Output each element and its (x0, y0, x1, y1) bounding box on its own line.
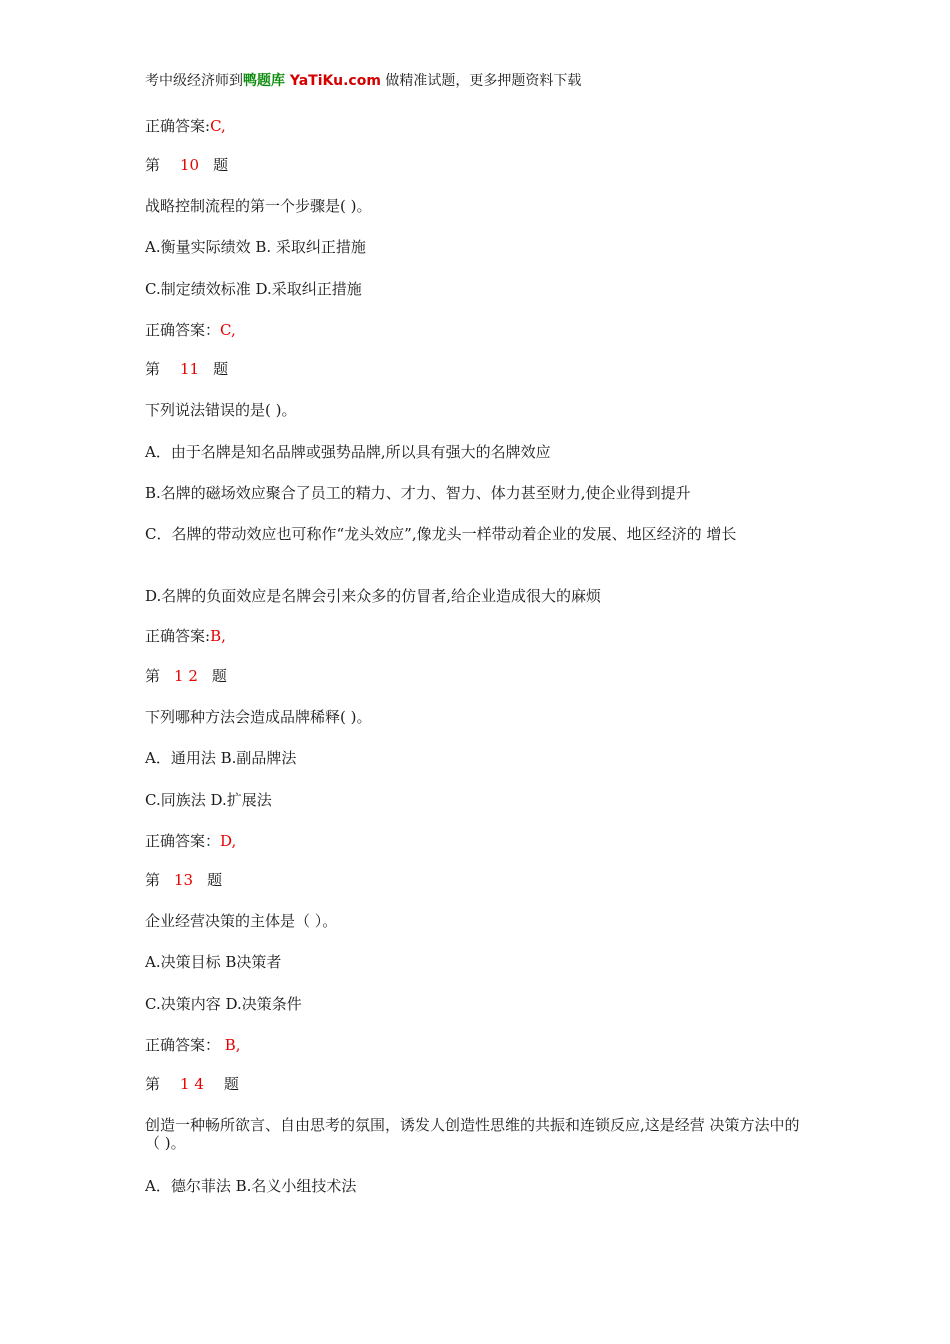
q12-answer (145, 832, 815, 850)
question-di: 第 (145, 360, 161, 378)
q14-options-ab: A．德尔菲法 B.名义小组技术法 (145, 1177, 357, 1195)
question-ti: 题 (211, 667, 227, 685)
q12-options-cd: C.同族法 D.扩展法 (145, 791, 272, 809)
q12-options-ab: A．通用法 B.副品牌法 (145, 749, 297, 767)
question-number: 11 (180, 360, 200, 378)
q12-heading (145, 667, 815, 685)
answer-label: 正确答案： (145, 832, 221, 850)
q9-answer (145, 117, 815, 135)
q13-question: 企业经营决策的主体是（ ）。 (145, 912, 338, 930)
answer-value: C, (220, 321, 236, 339)
question-di: 第 (145, 871, 161, 889)
answer-label: 正确答案: (145, 117, 211, 135)
q10-options-ab: A.衡量实际绩效 B. 采取纠正措施 (145, 238, 366, 256)
brand-name-cn: 鸭题库 (243, 73, 285, 89)
q14-heading (145, 1075, 815, 1093)
question-number: 13 (174, 871, 194, 889)
page-header (145, 72, 815, 90)
q11-question: 下列说法错误的是( )。 (145, 401, 297, 419)
answer-label: 正确答案： (145, 1036, 221, 1054)
q10-question: 战略控制流程的第一个步骤是( )。 (145, 197, 372, 215)
question-number: 10 (180, 156, 200, 174)
q13-options-ab: A.决策目标 B决策者 (145, 953, 282, 971)
answer-value: B, (220, 1036, 241, 1054)
question-number: 1 2 (174, 667, 198, 685)
question-ti: 题 (207, 871, 223, 889)
q11-answer (145, 627, 815, 645)
question-number: 1 4 (180, 1075, 204, 1093)
q13-answer (145, 1036, 815, 1054)
q13-options-cd: C.决策内容 D.决策条件 (145, 995, 302, 1013)
answer-value: D, (220, 832, 237, 850)
q11-heading (145, 360, 815, 378)
q14-question: 创造一种畅所欲言、自由思考的氛围，诱发人创造性思维的共振和连锁反应,这是经营 决策方法中的（ )。 (145, 1116, 800, 1152)
q11-option-a: A．由于名牌是知名品牌或强势品牌,所以具有强大的名牌效应 (145, 443, 551, 461)
header-suffix: 做精准试题，更多押题资料下载 (380, 73, 582, 89)
q10-heading (145, 156, 815, 174)
question-ti: 题 (213, 156, 229, 174)
answer-label: 正确答案： (145, 321, 221, 339)
question-ti: 题 (213, 360, 229, 378)
question-di: 第 (145, 156, 161, 174)
q11-option-d: D.名牌的负面效应是名牌会引来众多的仿冒者,给企业造成很大的麻烦 (145, 587, 602, 605)
brand-name-en[interactable]: YaTiKu.com (285, 73, 381, 89)
question-di: 第 (145, 1075, 161, 1093)
q13-heading (145, 871, 815, 889)
q12-question: 下列哪种方法会造成品牌稀释( )。 (145, 708, 372, 726)
q11-option-c: C．名牌的带动效应也可称作“龙头效应”,像龙头一样带动着企业的发展、地区经济的 增长 (145, 525, 737, 543)
answer-label: 正确答案: (145, 627, 211, 645)
q10-options-cd: C.制定绩效标准 D.采取纠正措施 (145, 280, 362, 298)
q11-option-b: B.名牌的磁场效应聚合了员工的精力、才力、智力、体力甚至财力,使企业得到提升 (145, 484, 691, 502)
question-di: 第 (145, 667, 161, 685)
answer-value: C, (210, 117, 226, 135)
question-ti: 题 (223, 1075, 239, 1093)
header-prefix: 考中级经济师到 (145, 73, 243, 89)
q10-answer (145, 321, 815, 339)
answer-value: B, (210, 627, 226, 645)
